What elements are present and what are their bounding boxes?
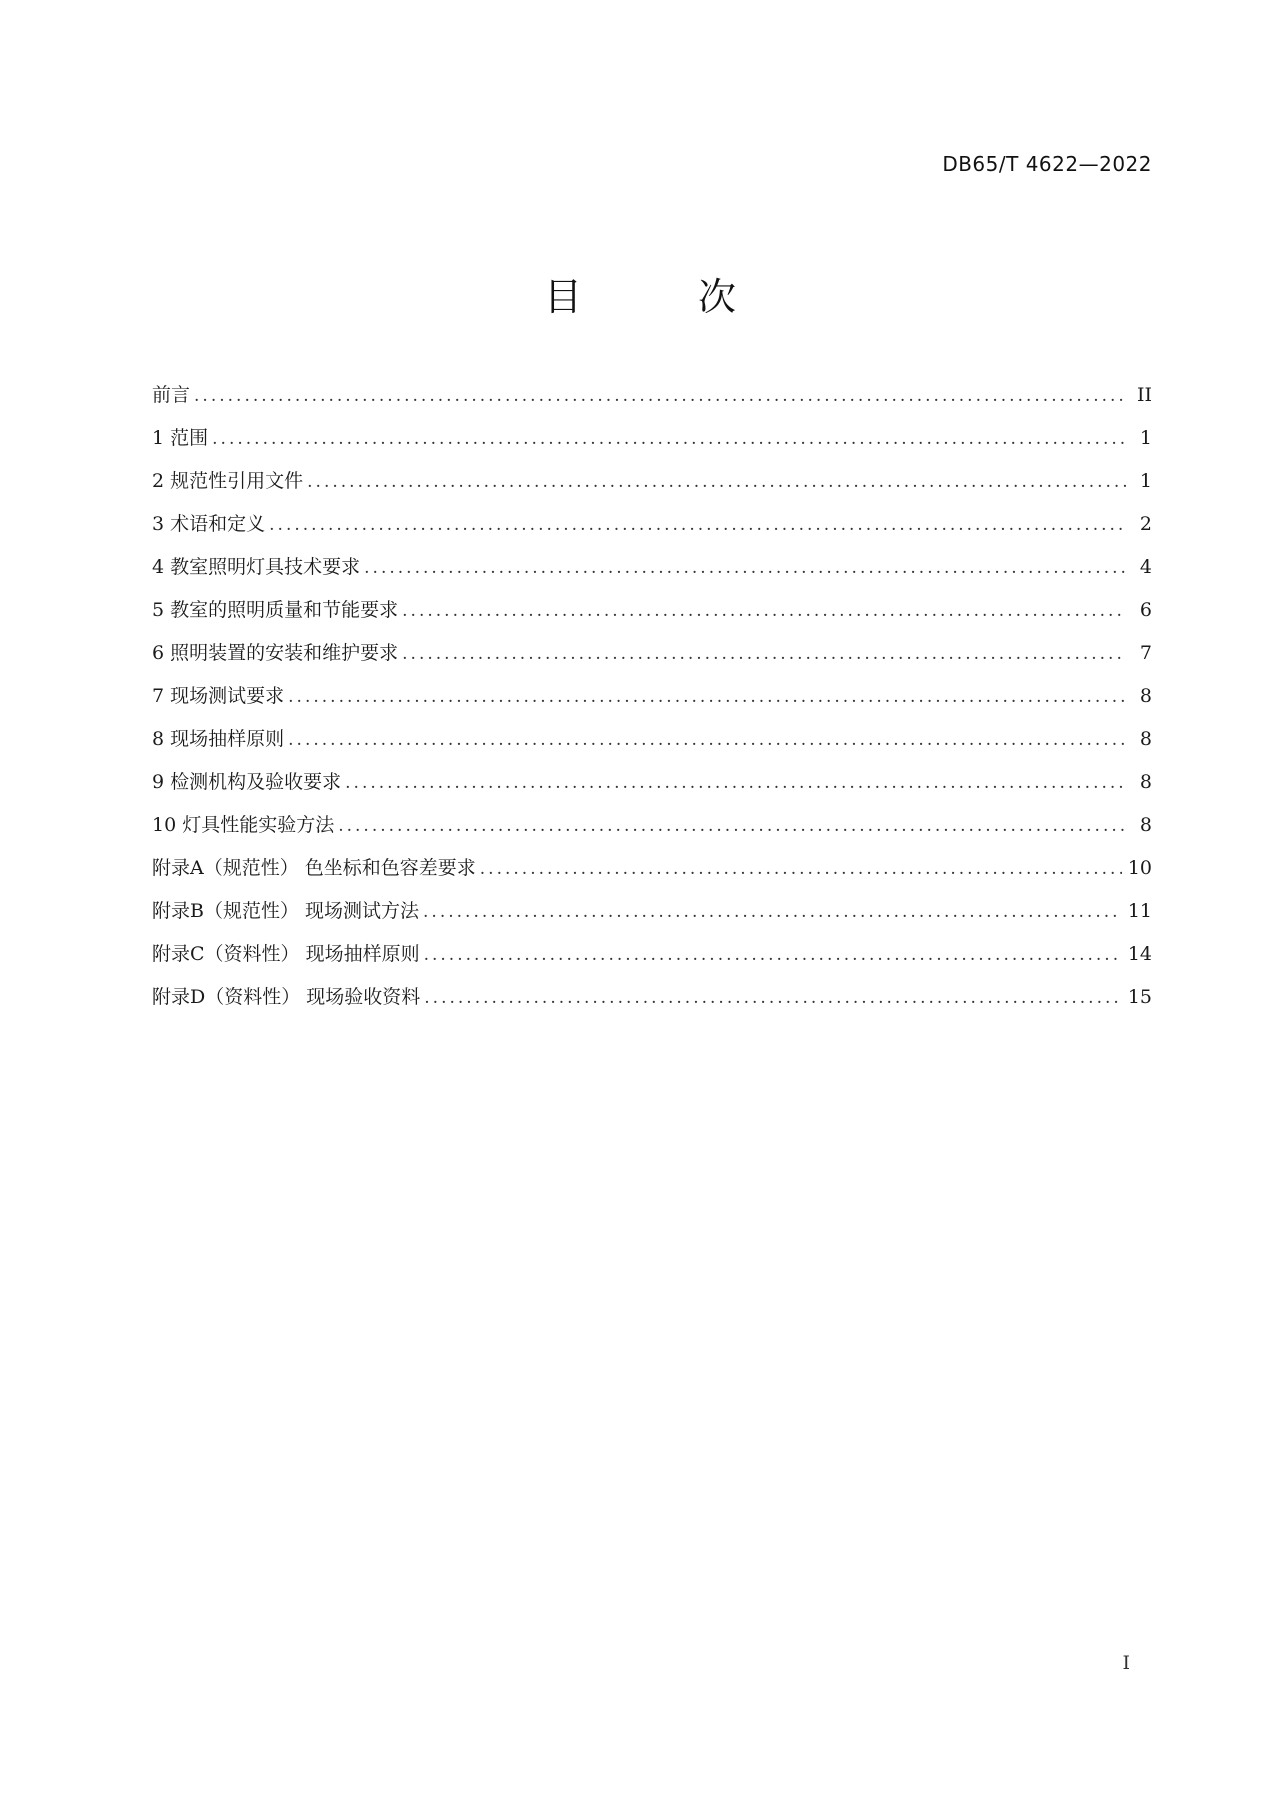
toc-entry-lighting-quality[interactable]: [152, 595, 1152, 638]
toc-entry-page: 8: [1139, 685, 1152, 707]
toc-entry-page: 8: [1139, 728, 1152, 750]
document-code: DB65/T 4622—2022: [942, 152, 1152, 176]
toc-entry-appendix-b[interactable]: [152, 896, 1152, 939]
toc-entry-label: 6 照明装置的安装和维护要求: [152, 642, 399, 664]
dot-leader: [338, 816, 1126, 836]
toc-entry-label: 附录B（规范性） 现场测试方法: [152, 900, 420, 922]
toc-entry-label: 9 检测机构及验收要求: [152, 771, 342, 793]
toc-entry-page: 10: [1127, 857, 1152, 879]
toc-entry-label: 前言: [152, 384, 191, 406]
dot-leader: [212, 429, 1126, 449]
toc-entry-appendix-c[interactable]: [152, 939, 1152, 982]
dot-leader: [402, 601, 1126, 621]
toc-entry-page: 7: [1139, 642, 1152, 664]
toc-entry-appendix-a[interactable]: [152, 853, 1152, 896]
toc-entry-test-methods[interactable]: [152, 810, 1152, 853]
toc-entry-label: 2 规范性引用文件: [152, 470, 304, 492]
toc-entry-label: 附录C（资料性） 现场抽样原则: [152, 943, 420, 965]
toc-entry-page: 15: [1127, 986, 1152, 1008]
table-of-contents: [152, 380, 1152, 1025]
toc-entry-field-sampling[interactable]: [152, 724, 1152, 767]
toc-entry-normative-references[interactable]: [152, 466, 1152, 509]
dot-leader: [194, 386, 1126, 406]
dot-leader: [424, 945, 1122, 965]
dot-leader: [423, 902, 1122, 922]
toc-entry-scope[interactable]: [152, 423, 1152, 466]
toc-entry-label: 7 现场测试要求: [152, 685, 285, 707]
toc-title: 目 次: [543, 275, 789, 319]
toc-entry-label: 3 术语和定义: [152, 513, 266, 535]
dot-leader: [288, 687, 1126, 707]
toc-entry-label: 附录A（规范性） 色坐标和色容差要求: [152, 857, 476, 879]
toc-entry-installation-maintenance[interactable]: [152, 638, 1152, 681]
toc-entry-page: 11: [1127, 900, 1152, 922]
toc-entry-page: II: [1136, 384, 1152, 406]
dot-leader: [345, 773, 1126, 793]
toc-entry-label: 附录D（资料性） 现场验收资料: [152, 986, 421, 1008]
dot-leader: [307, 472, 1126, 492]
toc-entry-page: 1: [1139, 470, 1152, 492]
toc-entry-page: 2: [1139, 513, 1152, 535]
toc-entry-terms-definitions[interactable]: [152, 509, 1152, 552]
toc-entry-page: 6: [1139, 599, 1152, 621]
toc-entry-page: 14: [1127, 943, 1152, 965]
dot-leader: [288, 730, 1126, 750]
toc-entry-label: 4 教室照明灯具技术要求: [152, 556, 361, 578]
toc-entry-testing-agency[interactable]: [152, 767, 1152, 810]
toc-entry-label: 5 教室的照明质量和节能要求: [152, 599, 399, 621]
toc-entry-label: 8 现场抽样原则: [152, 728, 285, 750]
toc-entry-page: 1: [1139, 427, 1152, 449]
dot-leader: [269, 515, 1126, 535]
dot-leader: [402, 644, 1126, 664]
toc-entry-luminaire-requirements[interactable]: [152, 552, 1152, 595]
dot-leader: [364, 558, 1126, 578]
dot-leader: [480, 859, 1122, 879]
toc-entry-label: 10 灯具性能实验方法: [152, 814, 335, 836]
toc-entry-foreword[interactable]: [152, 380, 1152, 423]
toc-entry-appendix-d[interactable]: [152, 982, 1152, 1025]
toc-entry-page: 4: [1139, 556, 1152, 578]
toc-entry-page: 8: [1139, 814, 1152, 836]
toc-entry-page: 8: [1139, 771, 1152, 793]
toc-entry-field-testing[interactable]: [152, 681, 1152, 724]
toc-entry-label: 1 范围: [152, 427, 209, 449]
page-number: I: [1122, 1652, 1130, 1674]
dot-leader: [424, 988, 1122, 1008]
